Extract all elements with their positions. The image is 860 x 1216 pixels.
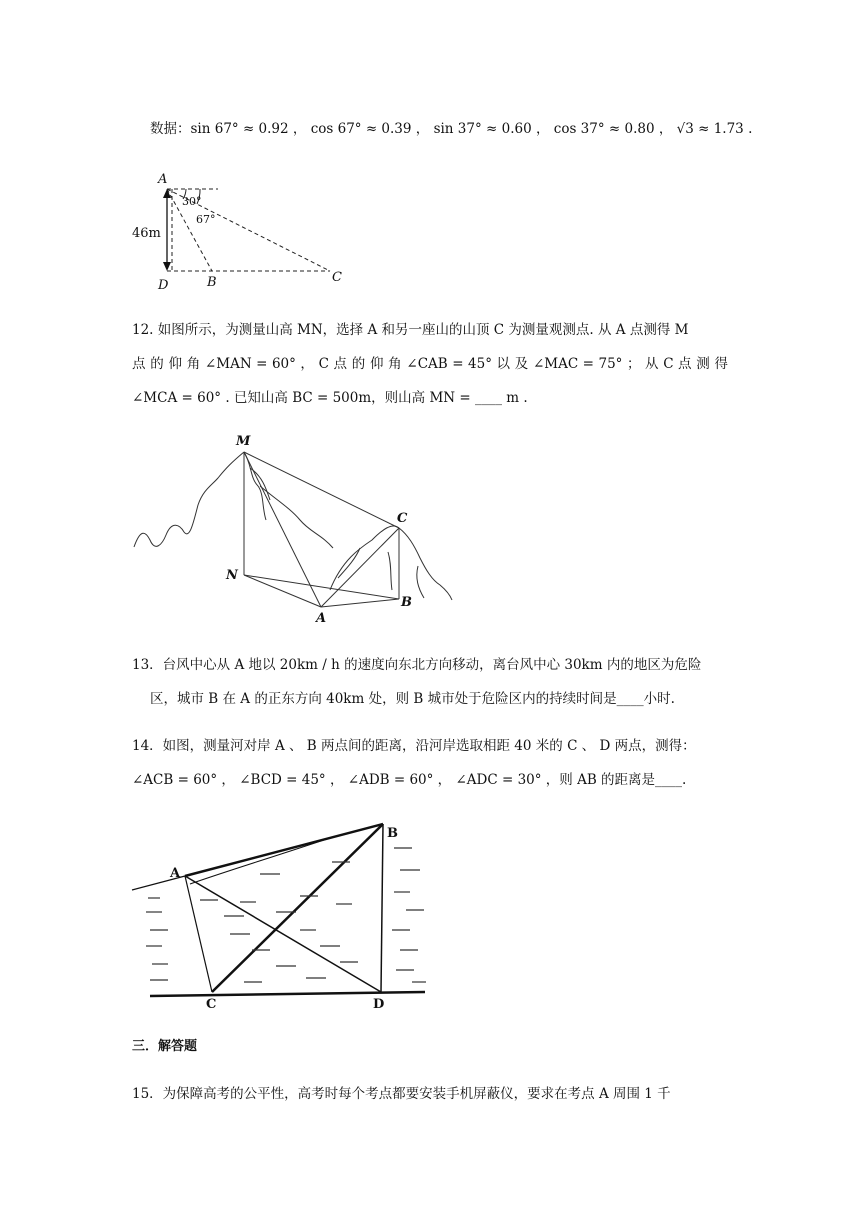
fig11-label-A: A bbox=[158, 172, 168, 187]
fig14-label-A: A bbox=[170, 866, 181, 881]
fig11-label-angle-30: 30° bbox=[182, 195, 202, 208]
fig12-label-A: A bbox=[316, 611, 327, 626]
fig11-label-D: D bbox=[158, 278, 169, 293]
fig11-label-B: B bbox=[207, 275, 217, 290]
q12-line3: ∠MCA = 60° . 已知山高 BC = 500m，则山高 MN = ____ m . bbox=[132, 390, 528, 406]
q12-line1: 12. 如图所示，为测量山高 MN，选择 A 和另一座山的山顶 C 为测量观测点. 从 A 点测得 M bbox=[132, 322, 689, 338]
fig12-label-C: C bbox=[397, 511, 408, 526]
q14-line1: 14．如图，测量河对岸 A 、 B 两点间的距离，沿河岸选取相距 40 米的 C 、 D 两点，测得： bbox=[132, 738, 696, 754]
fig12-label-B: B bbox=[401, 595, 412, 610]
fig12-label-N: N bbox=[226, 568, 238, 583]
fig11-label-C: C bbox=[332, 270, 342, 285]
data-line: 数据：sin 67° ≈ 0.92 ， cos 67° ≈ 0.39 ， sin 37° ≈ 0.60 ， cos 37° ≈ 0.80 ， √3 ≈ 1.73 . bbox=[150, 121, 753, 137]
fig11-label-height: 46m bbox=[132, 226, 161, 241]
q13-line1: 13．台风中心从 A 地以 20km / h 的速度向东北方向移动，离台风中心 30km 内的地区为危险 bbox=[132, 657, 702, 673]
fig14-label-D: D bbox=[373, 997, 385, 1012]
q15-line1: 15．为保障高考的公平性，高考时每个考点都要安装手机屏蔽仪，要求在考点 A 周围 1 千 bbox=[132, 1086, 671, 1102]
q12-line2: 点 的 仰 角 ∠MAN = 60° ， C 点 的 仰 角 ∠CAB = 45° 以 及 ∠MAC = 75° ； 从 C 点 测 得 bbox=[132, 356, 728, 372]
q14-line2: ∠ACB = 60° ， ∠BCD = 45° ， ∠ADB = 60° ， ∠ADC = 30° ，则 AB 的距离是____. bbox=[132, 772, 687, 788]
fig12-label-M: M bbox=[236, 434, 251, 449]
q13-line2: 区，城市 B 在 A 的正东方向 40km 处，则 B 城市处于危险区内的持续时间是____小时. bbox=[150, 691, 675, 707]
fig11-label-angle-67: 67° bbox=[196, 213, 216, 226]
section-heading: 三．解答题 bbox=[132, 1039, 198, 1054]
fig14-label-C: C bbox=[206, 997, 217, 1012]
fig14-label-B: B bbox=[387, 826, 398, 841]
